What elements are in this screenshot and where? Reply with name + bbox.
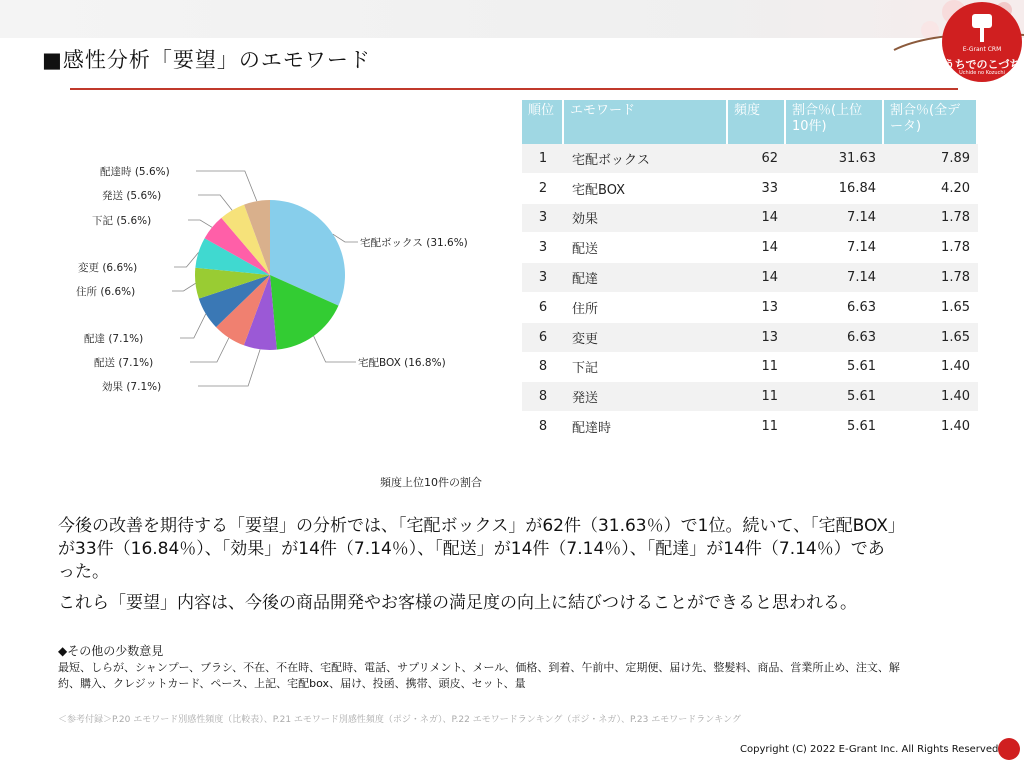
cell-word: 配達 [564,263,728,293]
cell-ratio-top10: 7.14 [786,233,884,263]
logo-top-text: E-Grant CRM [962,46,1002,53]
title-divider [70,88,958,90]
leader-line-9 [198,195,232,210]
cell-frequency: 14 [728,204,786,234]
minor-opinions-list: 最短、しらが、シャンプー、ブラシ、不在、不在時、宅配時、電話、サプリメント、メール、価格、到着、午前中、定期便、届け先、整髪料、商品、営業所止め、注文、解約、購入、クレジットカード、ペース、上記、宅配box、届け、投函、携帯、頭皮、セット、量 [58,661,900,690]
slice-label-10: 配達時 (5.6%) [100,166,170,178]
cell-ratio-all: 4.20 [884,174,978,204]
header-frequency: 頻度 [728,100,786,144]
cell-rank: 3 [522,233,564,263]
header-word: エモワード [564,100,728,144]
slice-label-7: 変更 (6.6%) [78,262,138,274]
ranking-table [522,100,978,442]
leader-line-2 [314,336,356,362]
reference-appendix: ＜参考付録＞P.20 エモワード別感性頻度（比較表）、P.21 エモワード別感性頻度（ポジ・ネガ）、P.22 エモワードランキング（ポジ・ネガ）、P.23 エモワードランキング [58,715,741,725]
table-row [522,382,978,412]
footer-logo-icon [998,738,1020,760]
summary-paragraph-1: 今後の改善を期待する「要望」の分析では、「宅配ボックス」が62件（31.63％）で1位。続いて、「宅配BOX」が33件（16.84％）、「効果」が14件（7.14％）、「配送」が14件（7.14％）、「配達」が14件（7.14％）であった。 [58,516,897,582]
cell-ratio-all: 7.89 [884,144,978,174]
logo-sub-text: Uchide no Kozuchi [959,70,1005,76]
cell-ratio-top10: 5.61 [786,412,884,442]
cell-ratio-all: 1.65 [884,323,978,353]
cell-rank: 2 [522,174,564,204]
cell-word: 宅配ボックス [564,144,728,174]
pie-chart [60,140,520,410]
table-row [522,412,978,442]
slice-label-5: 配達 (7.1%) [84,333,144,345]
leader-line-5 [180,314,206,338]
cell-ratio-top10: 6.63 [786,323,884,353]
cell-frequency: 14 [728,263,786,293]
cell-rank: 6 [522,293,564,323]
table-row [522,204,978,234]
leader-line-4 [190,338,229,362]
cell-frequency: 13 [728,293,786,323]
slice-label-9: 発送 (5.6%) [102,190,162,202]
cell-word: 効果 [564,204,728,234]
cell-ratio-all: 1.40 [884,353,978,383]
table-row [522,293,978,323]
leader-line-8 [188,220,212,227]
cell-ratio-top10: 7.14 [786,204,884,234]
cell-ratio-all: 1.40 [884,412,978,442]
cell-ratio-all: 1.78 [884,263,978,293]
leader-line-3 [198,349,260,386]
cell-rank: 1 [522,144,564,174]
cell-word: 配達時 [564,412,728,442]
copyright-text: Copyright (C) 2022 E-Grant Inc. All Rights Reserved [740,744,999,755]
cell-rank: 8 [522,412,564,442]
header-ratio-top10: 割合％(上位10件) [786,100,884,144]
page-title: ■感性分析「要望」のエモワード [42,48,371,72]
cell-ratio-top10: 5.61 [786,353,884,383]
summary-paragraph-2: これら「要望」内容は、今後の商品開発やお客様の満足度の向上に結びつけることができると思われる。 [58,593,857,613]
cell-ratio-top10: 7.14 [786,263,884,293]
table-row [522,233,978,263]
brand-logo [942,2,1022,82]
cell-word: 配送 [564,233,728,263]
slice-label-8: 下記 (5.6%) [92,215,152,227]
slice-label-2: 宅配BOX (16.8%) [358,357,446,369]
slice-label-1: 宅配ボックス (31.6%) [360,237,468,249]
cell-frequency: 33 [728,174,786,204]
cell-rank: 8 [522,353,564,383]
cell-word: 発送 [564,382,728,412]
table-row [522,174,978,204]
summary-text [58,515,898,623]
cell-ratio-all: 1.78 [884,204,978,234]
leader-line-10 [196,171,257,201]
table-row [522,323,978,353]
cell-ratio-all: 1.78 [884,233,978,263]
cell-ratio-all: 1.40 [884,382,978,412]
table-row [522,263,978,293]
chart-caption: 頻度上位10件の割合 [380,476,482,489]
cell-frequency: 11 [728,412,786,442]
cell-frequency: 11 [728,353,786,383]
cell-frequency: 62 [728,144,786,174]
table-row [522,353,978,383]
cell-word: 下記 [564,353,728,383]
pie-chart-svg [60,140,520,410]
leader-line-6 [172,283,195,291]
cell-rank: 6 [522,323,564,353]
mallet-icon [942,2,1022,46]
cell-frequency: 13 [728,323,786,353]
cell-rank: 3 [522,204,564,234]
cell-frequency: 11 [728,382,786,412]
minor-opinions-title: ◆その他の少数意見 [58,644,164,658]
cell-word: 変更 [564,323,728,353]
slice-label-3: 効果 (7.1%) [102,381,162,393]
leader-line-7 [174,253,198,267]
header-ratio-all: 割合％(全データ) [884,100,978,144]
header-rank: 順位 [522,100,564,144]
cell-word: 住所 [564,293,728,323]
cell-frequency: 14 [728,233,786,263]
table-header-row [522,100,978,144]
cell-word: 宅配BOX [564,174,728,204]
table-row [522,144,978,174]
cell-ratio-top10: 6.63 [786,293,884,323]
logo-main-text: うちでのこづち [943,58,1021,71]
cell-rank: 3 [522,263,564,293]
footer [740,744,1020,755]
cell-ratio-top10: 31.63 [786,144,884,174]
cell-ratio-top10: 16.84 [786,174,884,204]
cell-ratio-all: 1.65 [884,293,978,323]
slice-label-6: 住所 (6.6%) [76,286,136,298]
cell-ratio-top10: 5.61 [786,382,884,412]
slice-label-4: 配送 (7.1%) [94,357,154,369]
cell-rank: 8 [522,382,564,412]
